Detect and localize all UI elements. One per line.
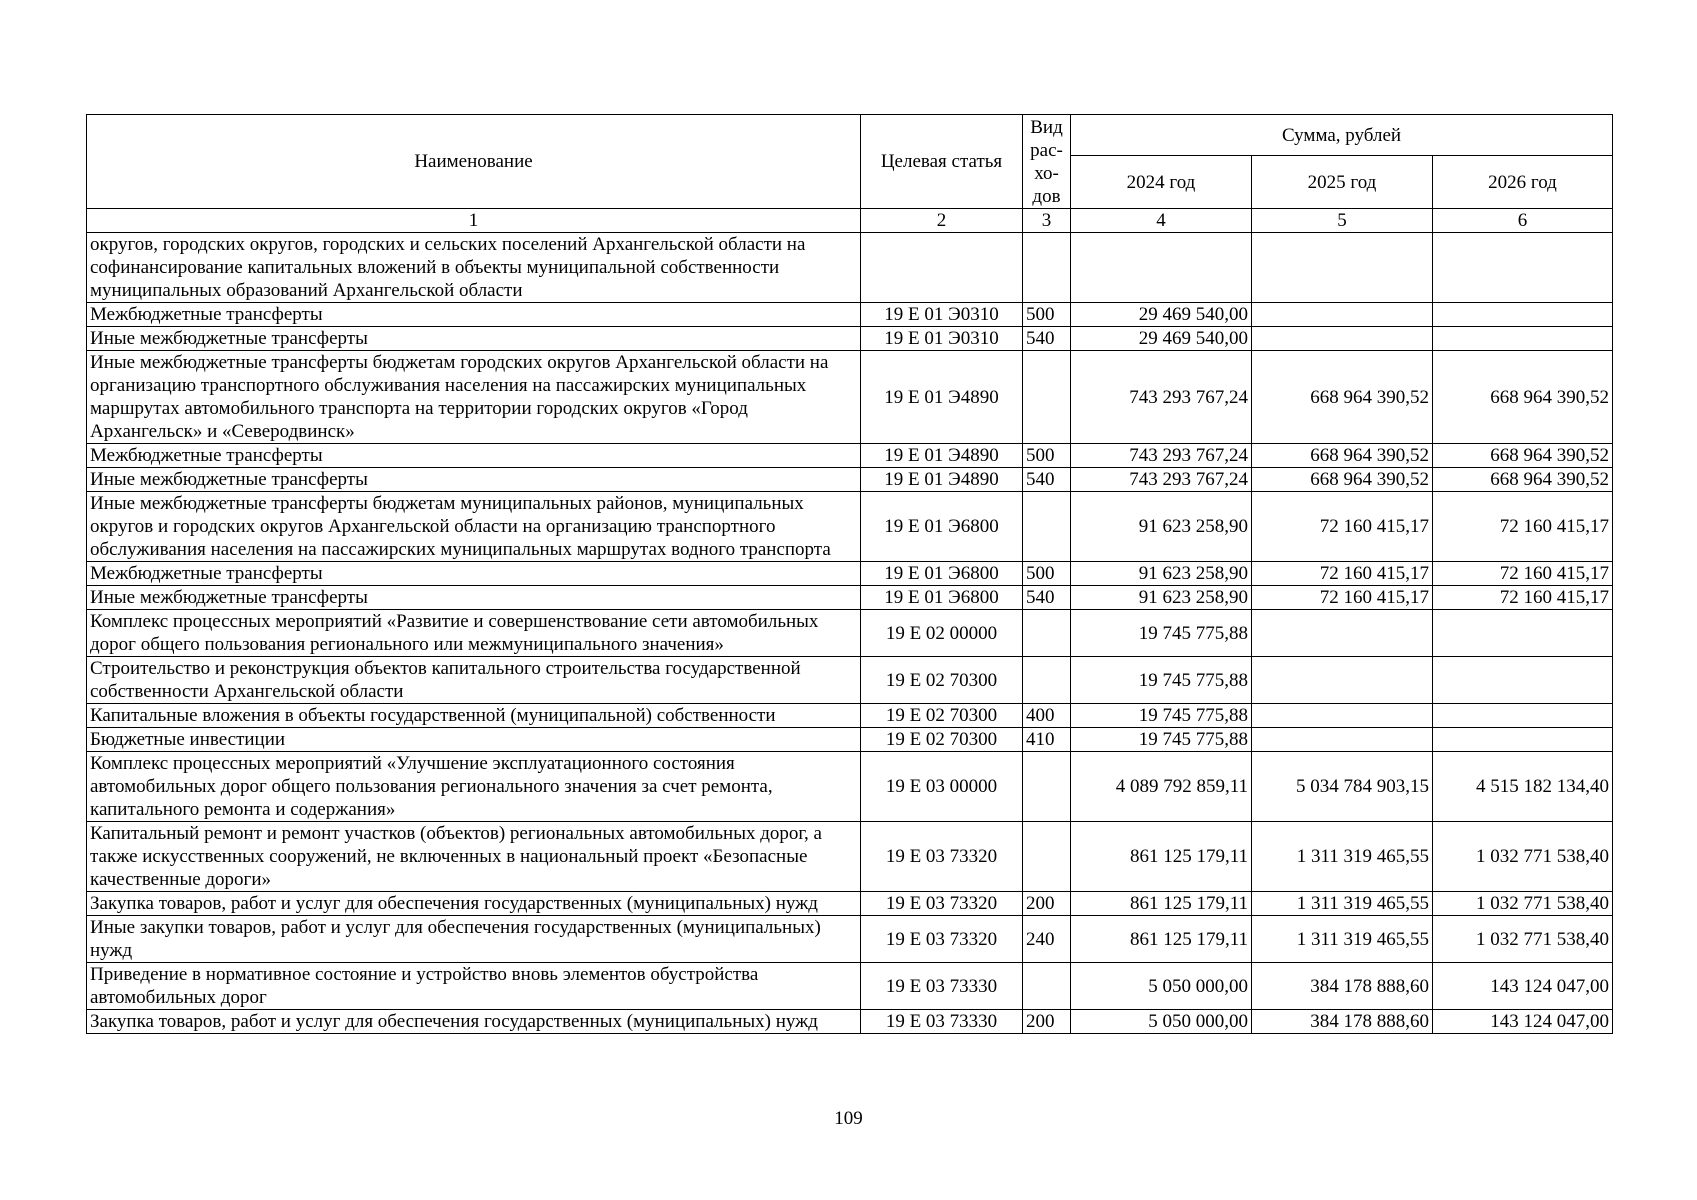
row-amount-2025: 668 964 390,52: [1252, 444, 1433, 468]
row-amount-2024: 5 050 000,00: [1071, 963, 1252, 1010]
row-name: Иные межбюджетные трансферты: [87, 327, 861, 351]
table-row: [87, 728, 1613, 752]
row-vid: 540: [1023, 468, 1071, 492]
row-name: Комплекс процессных мероприятий «Развитие и совершенствование сети автомобильных дорог общего пользования регионального или межмуниципального значения»: [87, 610, 861, 657]
row-amount-2026: 72 160 415,17: [1433, 492, 1613, 562]
row-vid: [1023, 752, 1071, 822]
row-amount-2026: 72 160 415,17: [1433, 586, 1613, 610]
row-vid: 540: [1023, 586, 1071, 610]
row-vid: 500: [1023, 562, 1071, 586]
row-amount-2024: 743 293 767,24: [1071, 444, 1252, 468]
row-name: Иные межбюджетные трансферты бюджетам муниципальных районов, муниципальных округов и городских округов Архангельской области на организацию транспортного обслуживания населения на пассажирских муниципальных маршрутах водного транспорта: [87, 492, 861, 562]
row-vid: 200: [1023, 892, 1071, 916]
row-amount-2026: 668 964 390,52: [1433, 351, 1613, 444]
row-vid: 240: [1023, 916, 1071, 963]
table-row: [87, 586, 1613, 610]
row-vid: [1023, 233, 1071, 303]
row-amount-2025: [1252, 657, 1433, 704]
table-row: [87, 916, 1613, 963]
table-row: [87, 892, 1613, 916]
row-target-code: [861, 233, 1023, 303]
row-amount-2026: 1 032 771 538,40: [1433, 822, 1613, 892]
row-target-code: 19 Е 02 00000: [861, 610, 1023, 657]
row-vid: [1023, 822, 1071, 892]
row-name: Комплекс процессных мероприятий «Улучшение эксплуатационного состояния автомобильных дорог общего пользования регионального значения за счет ремонта, капитального ремонта и содержания»: [87, 752, 861, 822]
row-amount-2024: 19 745 775,88: [1071, 704, 1252, 728]
table-row: [87, 562, 1613, 586]
row-name: Иные межбюджетные трансферты бюджетам городских округов Архангельской области на организацию транспортного обслуживания населения на пассажирских муниципальных маршрутах автомобильного транспорта на территории городских округов «Город Архангельск» и «Северодвинск»: [87, 351, 861, 444]
row-vid: 200: [1023, 1010, 1071, 1034]
row-amount-2025: 72 160 415,17: [1252, 586, 1433, 610]
table-row: [87, 468, 1613, 492]
row-amount-2026: [1433, 704, 1613, 728]
column-number-4: 4: [1071, 209, 1252, 233]
row-amount-2024: 19 745 775,88: [1071, 657, 1252, 704]
row-amount-2025: 1 311 319 465,55: [1252, 822, 1433, 892]
row-name: Межбюджетные трансферты: [87, 562, 861, 586]
row-amount-2026: 72 160 415,17: [1433, 562, 1613, 586]
row-name: Закупка товаров, работ и услуг для обеспечения государственных (муниципальных) нужд: [87, 892, 861, 916]
row-amount-2025: 1 311 319 465,55: [1252, 892, 1433, 916]
header-vid: Вид рас-хо-дов: [1023, 115, 1071, 209]
row-target-code: 19 Е 01 Э0310: [861, 303, 1023, 327]
row-amount-2024: 91 623 258,90: [1071, 492, 1252, 562]
row-amount-2026: [1433, 303, 1613, 327]
column-number-1: 1: [87, 209, 861, 233]
row-vid: [1023, 657, 1071, 704]
row-amount-2024: 19 745 775,88: [1071, 728, 1252, 752]
row-amount-2026: 668 964 390,52: [1433, 468, 1613, 492]
row-amount-2026: 143 124 047,00: [1433, 1010, 1613, 1034]
row-vid: [1023, 610, 1071, 657]
table-row: [87, 327, 1613, 351]
row-amount-2026: 1 032 771 538,40: [1433, 916, 1613, 963]
row-amount-2025: [1252, 327, 1433, 351]
row-amount-2026: 668 964 390,52: [1433, 444, 1613, 468]
row-target-code: 19 Е 01 Э6800: [861, 586, 1023, 610]
row-name: Строительство и реконструкция объектов капитального строительства государственной собственности Архангельской области: [87, 657, 861, 704]
row-amount-2025: 384 178 888,60: [1252, 1010, 1433, 1034]
column-number-6: 6: [1433, 209, 1613, 233]
table-row: [87, 752, 1613, 822]
row-target-code: 19 Е 02 70300: [861, 704, 1023, 728]
row-amount-2024: 861 125 179,11: [1071, 822, 1252, 892]
row-target-code: 19 Е 01 Э6800: [861, 562, 1023, 586]
row-amount-2026: [1433, 657, 1613, 704]
row-amount-2024: 5 050 000,00: [1071, 1010, 1252, 1034]
column-number-5: 5: [1252, 209, 1433, 233]
row-target-code: 19 Е 01 Э6800: [861, 492, 1023, 562]
row-name: Иные межбюджетные трансферты: [87, 586, 861, 610]
row-amount-2024: 743 293 767,24: [1071, 468, 1252, 492]
row-target-code: 19 Е 01 Э4890: [861, 468, 1023, 492]
row-name: Межбюджетные трансферты: [87, 303, 861, 327]
row-amount-2024: 29 469 540,00: [1071, 303, 1252, 327]
row-amount-2026: [1433, 728, 1613, 752]
row-amount-2026: 4 515 182 134,40: [1433, 752, 1613, 822]
row-amount-2026: 1 032 771 538,40: [1433, 892, 1613, 916]
row-vid: 500: [1023, 303, 1071, 327]
row-amount-2025: [1252, 704, 1433, 728]
row-amount-2025: 5 034 784 903,15: [1252, 752, 1433, 822]
row-vid: 410: [1023, 728, 1071, 752]
row-target-code: 19 Е 03 73320: [861, 916, 1023, 963]
row-amount-2025: 72 160 415,17: [1252, 562, 1433, 586]
row-amount-2025: [1252, 728, 1433, 752]
row-name: Капитальные вложения в объекты государственной (муниципальной) собственности: [87, 704, 861, 728]
table-row: [87, 704, 1613, 728]
row-vid: 400: [1023, 704, 1071, 728]
row-amount-2024: 743 293 767,24: [1071, 351, 1252, 444]
table-row: [87, 303, 1613, 327]
table-row: [87, 351, 1613, 444]
row-amount-2026: [1433, 327, 1613, 351]
row-target-code: 19 Е 02 70300: [861, 657, 1023, 704]
row-amount-2024: 19 745 775,88: [1071, 610, 1252, 657]
row-vid: [1023, 492, 1071, 562]
table-row: [87, 610, 1613, 657]
table-row: [87, 1010, 1613, 1034]
row-vid: [1023, 963, 1071, 1010]
row-target-code: 19 Е 03 73320: [861, 892, 1023, 916]
table-row: [87, 657, 1613, 704]
row-amount-2026: 143 124 047,00: [1433, 963, 1613, 1010]
header-sum: Сумма, рублей: [1071, 115, 1613, 156]
row-target-code: 19 Е 02 70300: [861, 728, 1023, 752]
row-target-code: 19 Е 03 00000: [861, 752, 1023, 822]
row-amount-2024: 4 089 792 859,11: [1071, 752, 1252, 822]
column-number-2: 2: [861, 209, 1023, 233]
table-row: [87, 233, 1613, 303]
table-row: [87, 963, 1613, 1010]
row-amount-2025: [1252, 233, 1433, 303]
row-target-code: 19 Е 01 Э4890: [861, 444, 1023, 468]
row-amount-2026: [1433, 610, 1613, 657]
header-2024: 2024 год: [1071, 156, 1252, 209]
table-row: [87, 822, 1613, 892]
row-amount-2025: [1252, 610, 1433, 657]
row-amount-2024: [1071, 233, 1252, 303]
table-row: [87, 444, 1613, 468]
row-name: Межбюджетные трансферты: [87, 444, 861, 468]
row-target-code: 19 Е 01 Э4890: [861, 351, 1023, 444]
row-amount-2025: 668 964 390,52: [1252, 468, 1433, 492]
row-amount-2024: 861 125 179,11: [1071, 892, 1252, 916]
row-name: Бюджетные инвестиции: [87, 728, 861, 752]
row-name: Закупка товаров, работ и услуг для обеспечения государственных (муниципальных) нужд: [87, 1010, 861, 1034]
row-target-code: 19 Е 03 73330: [861, 963, 1023, 1010]
row-name: Иные межбюджетные трансферты: [87, 468, 861, 492]
row-name: Иные закупки товаров, работ и услуг для обеспечения государственных (муниципальных) нужд: [87, 916, 861, 963]
row-target-code: 19 Е 03 73330: [861, 1010, 1023, 1034]
row-amount-2025: [1252, 303, 1433, 327]
row-amount-2025: 384 178 888,60: [1252, 963, 1433, 1010]
row-vid: [1023, 351, 1071, 444]
column-number-3: 3: [1023, 209, 1071, 233]
row-amount-2024: 861 125 179,11: [1071, 916, 1252, 963]
header-2025: 2025 год: [1252, 156, 1433, 209]
row-amount-2024: 91 623 258,90: [1071, 562, 1252, 586]
row-target-code: 19 Е 01 Э0310: [861, 327, 1023, 351]
header-name: Наименование: [87, 115, 861, 209]
header-target: Целевая статья: [861, 115, 1023, 209]
row-name: Капитальный ремонт и ремонт участков (объектов) региональных автомобильных дорог, а также искусственных сооружений, не включенных в национальный проект «Безопасные качественные дороги»: [87, 822, 861, 892]
row-name: округов, городских округов, городских и сельских поселений Архангельской области на софинансирование капитальных вложений в объекты муниципальной собственности муниципальных образований Архангельской области: [87, 233, 861, 303]
row-amount-2026: [1433, 233, 1613, 303]
row-vid: 540: [1023, 327, 1071, 351]
budget-table: [86, 114, 1613, 1034]
row-amount-2025: 1 311 319 465,55: [1252, 916, 1433, 963]
row-amount-2024: 29 469 540,00: [1071, 327, 1252, 351]
row-vid: 500: [1023, 444, 1071, 468]
row-amount-2025: 72 160 415,17: [1252, 492, 1433, 562]
page-number: 109: [834, 1108, 863, 1129]
row-name: Приведение в нормативное состояние и устройство вновь элементов обустройства автомобильных дорог: [87, 963, 861, 1010]
row-target-code: 19 Е 03 73320: [861, 822, 1023, 892]
table-row: [87, 492, 1613, 562]
row-amount-2024: 91 623 258,90: [1071, 586, 1252, 610]
row-amount-2025: 668 964 390,52: [1252, 351, 1433, 444]
header-2026: 2026 год: [1433, 156, 1613, 209]
